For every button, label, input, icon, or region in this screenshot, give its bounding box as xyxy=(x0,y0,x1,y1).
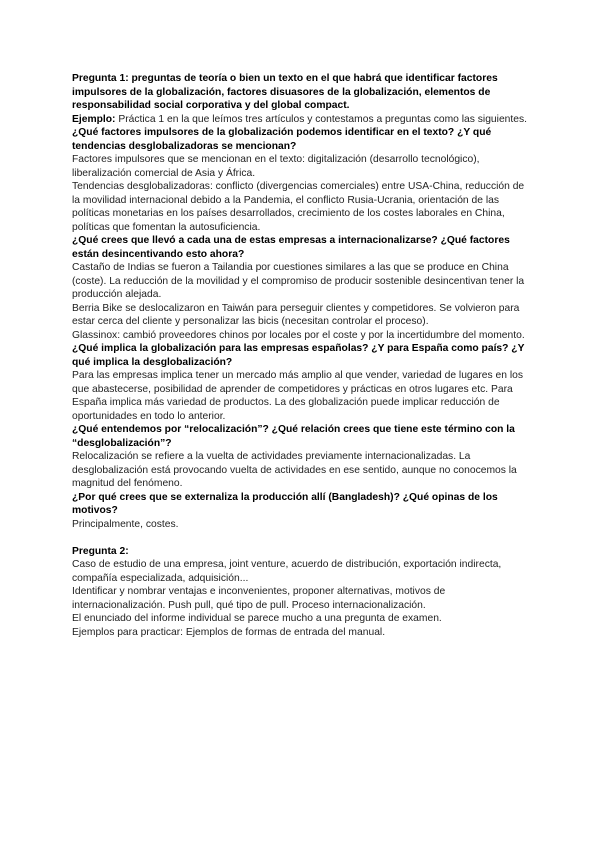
answer-3-1: Para las empresas implica tener un mercado más amplio al que vender, variedad de lugares en los que abastecerse, posibilidad de aprender de competidores y prácticas en otros lugares etc. Para España implica más variedad de productos. La des globalización puede implicar reducción de oportunidades en todo lo anterior. xyxy=(72,370,524,422)
q2-heading: Pregunta 2: xyxy=(72,545,129,557)
q2-line-4: Ejemplos para practicar: Ejemplos de formas de entrada del manual. xyxy=(72,626,386,638)
example-label: Ejemplo: xyxy=(72,113,116,125)
answer-2-1: Castaño de Indias se fueron a Tailandia por cuestiones similares a las que se produce en China (coste). La reducción de la movilidad y el compromiso de producir sostenible desincentivan tener la producción alejada. xyxy=(72,262,525,300)
question-2: ¿Qué crees que llevó a cada una de estas empresas a internacionalizarse? ¿Qué factores están desincentivando esto ahora? xyxy=(72,235,510,260)
answer-2-3: Glassinox: cambió proveedores chinos por locales por el coste y por la incertidumbre del momento. xyxy=(72,329,525,341)
question-1: ¿Qué factores impulsores de la globalización podemos identificar en el texto? ¿Y qué tendencias desglobalizadoras se mencionan? xyxy=(72,127,492,152)
q2-line-2: Identificar y nombrar ventajas e inconvenientes, proponer alternativas, motivos de internacionalización. Push pull, qué tipo de pull. Proceso internacionalización. xyxy=(72,586,446,611)
q2-line-3: El enunciado del informe individual se parece mucho a una pregunta de examen. xyxy=(72,613,442,624)
answer-5-1: Principalmente, costes. xyxy=(72,518,179,530)
answer-2-2: Berria Bike se deslocalizaron en Taiwán para perseguir clientes y competidores. Se volvieron para estar cerca del cliente y personalizar las bicis (necesitan controlar el proceso). xyxy=(72,302,520,327)
answer-1-2: Tendencias desglobalizadoras: conflicto (divergencias comerciales) entre USA-China, reducción de la movilidad internacional debido a la Pandemia, el conflicto Rusia-Ucrania, orientación de las políticas monetarias en los países desarrollados, crecimiento de los costes laborales en China, políticas que fomentan la autosuficiencia. xyxy=(72,181,525,233)
q1-example xyxy=(72,113,527,127)
section-spacer xyxy=(72,531,527,545)
question-5: ¿Por qué crees que se externaliza la producción allí (Bangladesh)? ¿Qué opinas de los motivos? xyxy=(72,491,498,516)
document-page xyxy=(72,72,527,639)
question-3: ¿Qué implica la globalización para las empresas españolas? ¿Y para España como país? ¿Y qué implica la desglobalización? xyxy=(72,343,525,368)
answer-1-1: Factores impulsores que se mencionan en el texto: digitalización (desarrollo tecnológico), liberalización comercial de Asia y África. xyxy=(72,154,480,179)
question-4: ¿Qué entendemos por “relocalización”? ¿Qué relación crees que tiene este término con la “desglobalización”? xyxy=(72,424,515,449)
q1-heading: Pregunta 1: preguntas de teoría o bien un texto en el que habrá que identificar factores impulsores de la globalización, factores disuasores de la globalización, elementos de responsabilidad social corporativa y del global compact. xyxy=(72,73,498,111)
example-text: Práctica 1 en la que leímos tres artículos y contestamos a preguntas como las siguientes. xyxy=(115,113,527,125)
q2-line-1: Caso de estudio de una empresa, joint venture, acuerdo de distribución, exportación indirecta, compañía especializada, adquisición... xyxy=(72,559,502,584)
answer-4-1: Relocalización se refiere a la vuelta de actividades previamente internacionalizadas. La desglobalización está provocando vuelta de actividades en ese sentido, aunque no conocemos la magnitud del fenómeno. xyxy=(72,451,517,489)
